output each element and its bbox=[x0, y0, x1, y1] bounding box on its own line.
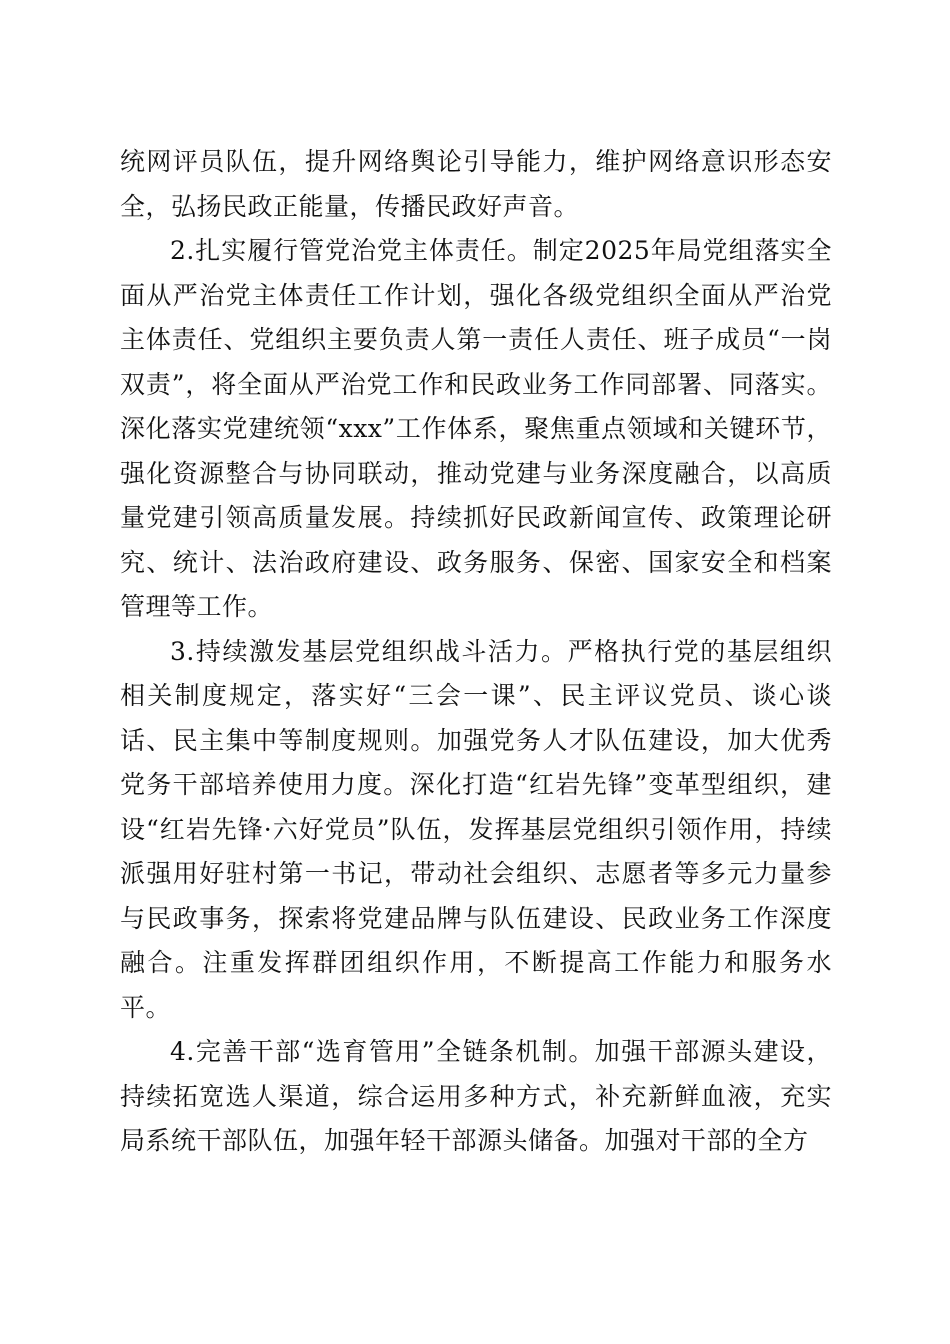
document-body bbox=[120, 140, 832, 1164]
paragraph-item-3: 3.持续激发基层党组织战斗活力。严格执行党的基层组织相关制度规定，落实好“三会一课”、民主评议党员、谈心谈话、民主集中等制度规则。加强党务人才队伍建设，加大优秀党务干部培养使用力度。深化打造“红岩先锋”变革型组织，建设“红岩先锋·六好党员”队伍，发挥基层党组织引领作用，持续派强用好驻村第一书记，带动社会组织、志愿者等多元力量参与民政事务，探索将党建品牌与队伍建设、民政业务工作深度融合。注重发挥群团组织作用，不断提高工作能力和服务水平。 bbox=[120, 636, 832, 1022]
paragraph-item-4: 4.完善干部“选育管用”全链条机制。加强干部源头建设，持续拓宽选人渠道，综合运用多种方式，补充新鲜血液，充实局系统干部队伍，加强年轻干部源头储备。加强对干部的全方 bbox=[120, 1037, 832, 1155]
paragraph-continuation: 统网评员队伍，提升网络舆论引导能力，维护网络意识形态安全，弘扬民政正能量，传播民政好声音。 bbox=[120, 147, 832, 221]
paragraph-item-2: 2.扎实履行管党治党主体责任。制定2025年局党组落实全面从严治党主体责任工作计划，强化各级党组织全面从严治党主体责任、党组织主要负责人第一责任人责任、班子成员“一岗双责”，将全面从严治党工作和民政业务工作同部署、同落实。深化落实党建统领“xxx”工作体系，聚焦重点领域和关键环节，强化资源整合与协同联动，推动党建与业务深度融合，以高质量党建引领高质量发展。持续抓好民政新闻宣传、政策理论研究、统计、法治政府建设、政务服务、保密、国家安全和档案管理等工作。 bbox=[120, 236, 832, 621]
